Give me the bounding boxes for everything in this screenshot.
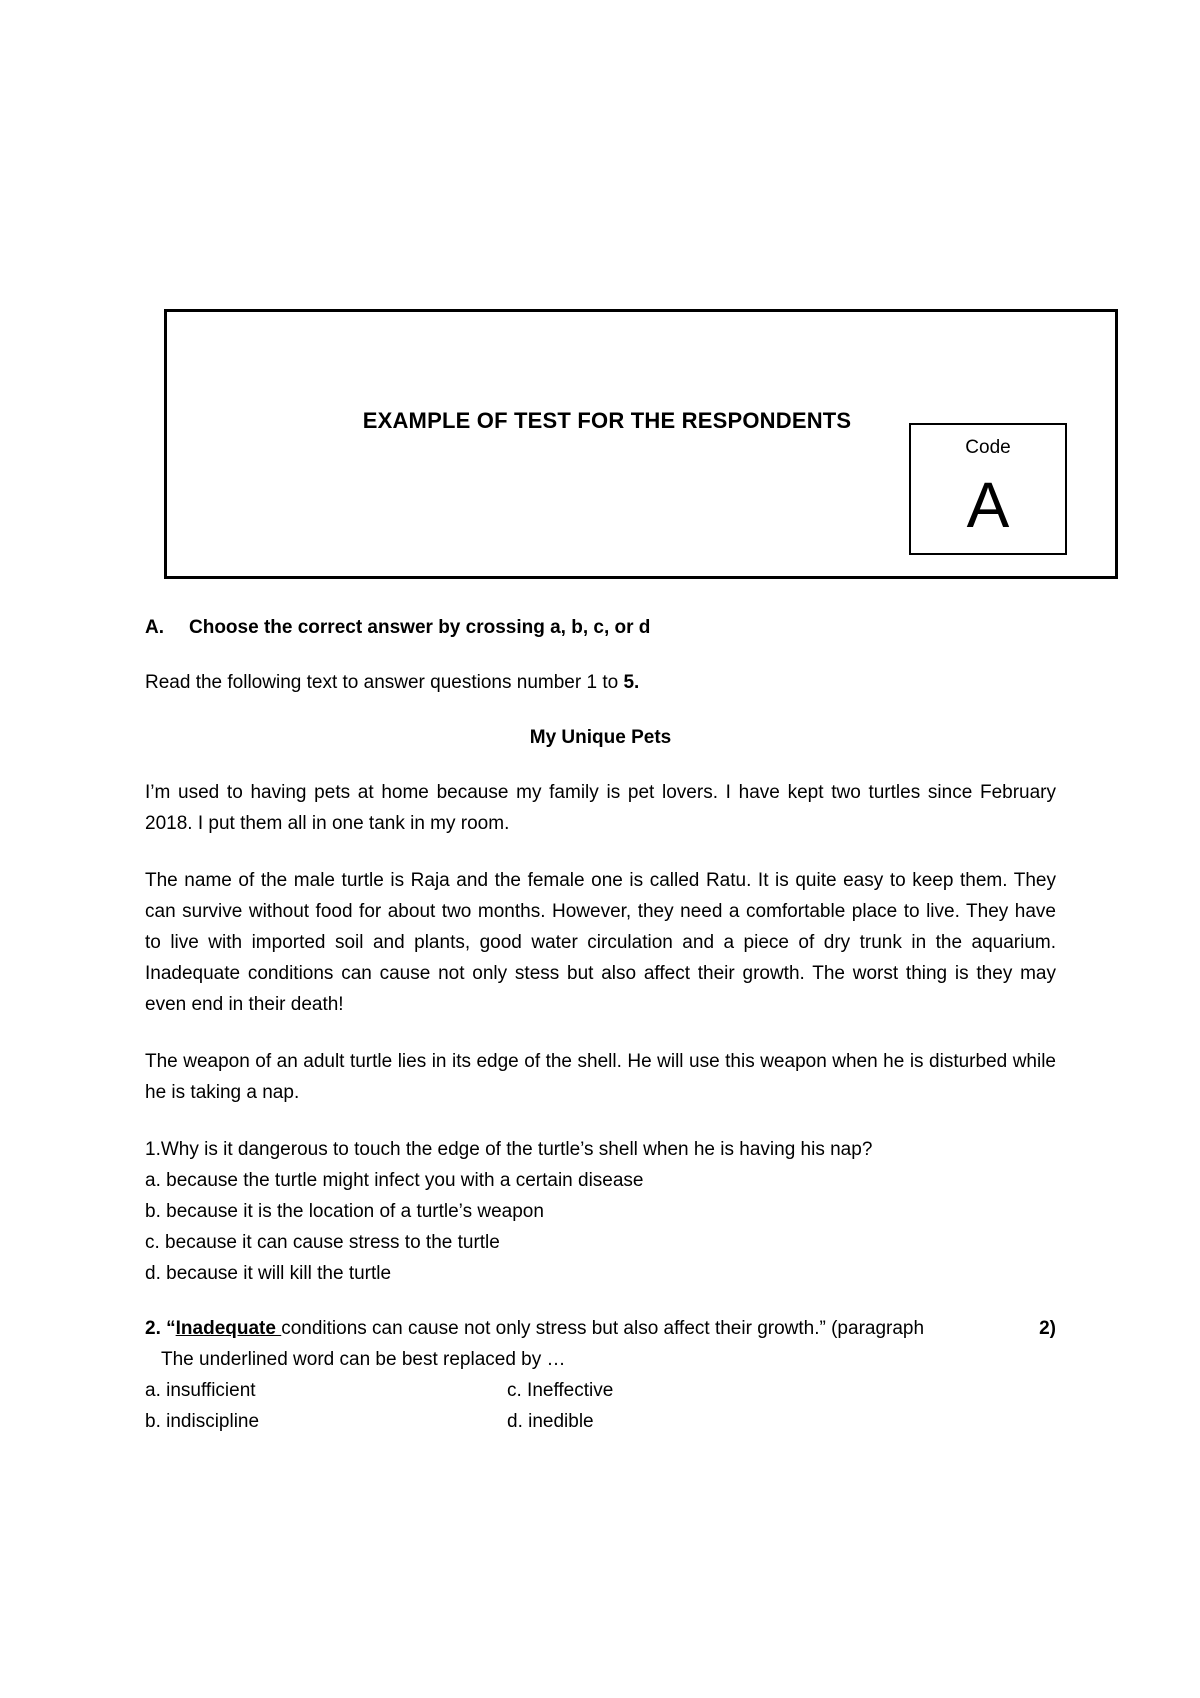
section-letter: A. <box>145 617 164 638</box>
question-2-option-b: b. indiscipline <box>145 1411 260 1432</box>
document-body <box>145 612 1056 1437</box>
intro-text <box>145 667 1056 698</box>
question-2-option-c: c. Ineffective <box>507 1380 614 1401</box>
question-2-underlined-word: Inadequate <box>175 1318 282 1339</box>
question-2-options-row-2 <box>145 1406 1056 1437</box>
question-1-option-d: d. because it will kill the turtle <box>145 1263 392 1284</box>
question-1-option-b: b. because it is the location of a turtle’s weapon <box>145 1201 544 1222</box>
question-1-option-c: c. because it can cause stress to the turtle <box>145 1232 500 1253</box>
question-1: 1.Why is it dangerous to touch the edge of the turtle’s shell when he is having his nap? <box>145 1139 873 1160</box>
question-2 <box>145 1313 1056 1344</box>
header-box <box>164 309 1118 579</box>
passage-paragraph-3: The weapon of an adult turtle lies in its edge of the shell. He will use this weapon when he is disturbed while he is taking a nap. <box>145 1051 1056 1103</box>
passage-paragraph-1: I’m used to having pets at home because my family is pet lovers. I have kept two turtles since February 2018. I put them all in one tank in my room. <box>145 782 1056 834</box>
question-2-open-quote: “ <box>166 1318 176 1339</box>
question-2-option-d: d. inedible <box>507 1411 594 1432</box>
section-heading <box>145 612 1056 643</box>
question-2-option-a: a. insufficient <box>145 1380 256 1401</box>
question-2-prompt: The underlined word can be best replaced by … <box>161 1349 566 1370</box>
question-2-number: 2. <box>145 1318 161 1339</box>
question-1-option-a: a. because the turtle might infect you with a certain disease <box>145 1170 644 1191</box>
code-label: Code <box>965 437 1011 458</box>
intro-number: 5. <box>623 672 640 693</box>
question-2-text: conditions can cause not only stress but also affect their growth.” (paragraph <box>281 1318 925 1339</box>
intro-sentence: Read the following text to answer questions number 1 to <box>145 672 624 693</box>
question-2-options-row-1 <box>145 1375 1056 1406</box>
passage-paragraph-2: The name of the male turtle is Raja and the female one is called Ratu. It is quite easy to keep them. They can survive without food for about two months. However, they need a comfortable place to live. They have to live with imported soil and plants, good water circulation and a piece of dry trunk in the aquarium. Inadequate conditions can cause not only stess but also affect their growth. The worst thing is they may even end in their death! <box>145 870 1056 1015</box>
passage-title: My Unique Pets <box>529 727 672 748</box>
code-value: A <box>966 469 1010 541</box>
section-instruction: Choose the correct answer by crossing a, b, c, or d <box>189 617 651 638</box>
code-box <box>909 423 1067 555</box>
question-2-paragraph-ref: 2) <box>1039 1318 1056 1339</box>
document-title: EXAMPLE OF TEST FOR THE RESPONDENTS <box>362 408 852 433</box>
